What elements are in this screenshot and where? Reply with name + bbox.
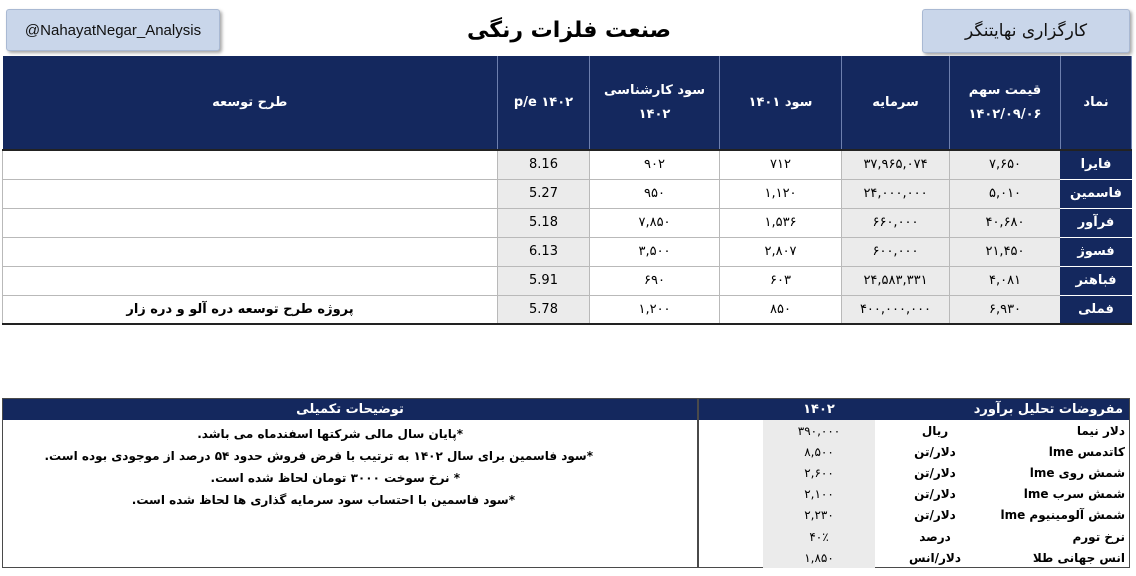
assumption-spacer (699, 526, 763, 547)
notes-panel (2, 398, 698, 568)
assumption-value: ۳۹۰,۰۰۰ (763, 420, 875, 441)
assumption-label: نرخ تورم (1072, 529, 1125, 544)
cell-dev-plan (3, 208, 498, 237)
assumption-label: شمش آلومینیوم lme (1000, 508, 1125, 523)
assumption-spacer (699, 505, 763, 526)
assumption-row (699, 441, 1129, 462)
note-item: *پایان سال مالی شرکتها اسفندماه می باشد. (197, 427, 463, 441)
cell-capital: ۲۴,۵۸۳,۳۳۱ (842, 266, 950, 295)
cell-symbol: فاسمین (1061, 179, 1132, 208)
cell-pe-1402: 6.13 (498, 237, 590, 266)
assumption-row (699, 547, 1129, 568)
cell-expert-profit-1402: ۱,۲۰۰ (590, 295, 720, 324)
col-header-symbol: نماد (1061, 56, 1132, 150)
cell-profit-1401: ۱,۵۳۶ (720, 208, 842, 237)
assumption-row (699, 484, 1129, 505)
assumption-label: انس جهانی طلا (1032, 550, 1125, 565)
note-item: *سود فاسمین با احتساب سود سرمایه گذاری ها لحاظ شده است. (131, 493, 515, 507)
cell-capital: ۲۴,۰۰۰,۰۰۰ (842, 179, 950, 208)
cell-pe-1402: 5.27 (498, 179, 590, 208)
assumption-unit: دلار/تن (914, 465, 956, 480)
notes-list (3, 420, 697, 511)
cell-profit-1401: ۸۵۰ (720, 295, 842, 324)
assumption-row (699, 505, 1129, 526)
table-row (3, 295, 1132, 324)
cell-symbol: فملی (1061, 295, 1132, 324)
cell-pe-1402: 5.78 (498, 295, 590, 324)
assumption-unit: ریال (921, 423, 949, 438)
cell-capital: ۴۰۰,۰۰۰,۰۰۰ (842, 295, 950, 324)
col-header-pe-1402: p/e ۱۴۰۲ (498, 56, 590, 150)
assumption-value: ۲,۱۰۰ (763, 484, 875, 505)
note-item: *سود فاسمین برای سال ۱۴۰۲ به ترتیب با فرض فروش حدود ۵۴ درصد از موجودی بوده است. (44, 449, 593, 463)
cell-dev-plan (3, 237, 498, 266)
cell-dev-plan (3, 266, 498, 295)
cell-dev-plan (3, 179, 498, 208)
assumption-value: ۲,۲۳۰ (763, 505, 875, 526)
assumptions-panel (698, 398, 1130, 568)
assumption-value: ۴۰٪ (763, 526, 875, 547)
assumption-spacer (699, 462, 763, 483)
assumption-spacer (699, 441, 763, 462)
assumption-unit: دلار/انس (909, 550, 961, 565)
cell-profit-1401: ۷۱۲ (720, 150, 842, 179)
assumption-value: ۲,۶۰۰ (763, 462, 875, 483)
cell-expert-profit-1402: ۹۰۲ (590, 150, 720, 179)
assumption-label: شمش روی lme (1029, 465, 1125, 480)
assumption-unit: دلار/تن (914, 444, 956, 459)
cell-dev-plan (3, 150, 498, 179)
table-row (3, 208, 1132, 237)
assumptions-year: ۱۴۰۲ (803, 402, 835, 417)
cell-profit-1401: ۶۰۳ (720, 266, 842, 295)
cell-price: ۷,۶۵۰ (950, 150, 1061, 179)
cell-expert-profit-1402: ۳,۵۰۰ (590, 237, 720, 266)
assumption-row (699, 420, 1129, 441)
assumptions-header (699, 399, 1129, 420)
cell-symbol: فسوژ (1061, 237, 1132, 266)
cell-price: ۴۰,۶۸۰ (950, 208, 1061, 237)
assumptions-table (699, 420, 1129, 568)
cell-price: ۴,۰۸۱ (950, 266, 1061, 295)
cell-price: ۲۱,۴۵۰ (950, 237, 1061, 266)
assumption-spacer (699, 484, 763, 505)
table-row (3, 237, 1132, 266)
cell-expert-profit-1402: ۷,۸۵۰ (590, 208, 720, 237)
header-bar (0, 0, 1136, 56)
assumptions-title: مفروضات تحلیل برآورد (973, 402, 1123, 417)
col-header-capital: سرمایه (842, 56, 950, 150)
cell-capital: ۶۰۰,۰۰۰ (842, 237, 950, 266)
stocks-table (2, 56, 1132, 325)
cell-pe-1402: 8.16 (498, 150, 590, 179)
assumption-spacer (699, 547, 763, 568)
cell-price: ۶,۹۳۰ (950, 295, 1061, 324)
cell-symbol: فرآور (1061, 208, 1132, 237)
cell-dev-plan: پروژه طرح توسعه دره آلو و دره زار (3, 295, 498, 324)
cell-profit-1401: ۱,۱۲۰ (720, 179, 842, 208)
assumption-unit: درصد (919, 529, 951, 544)
cell-capital: ۶۶۰,۰۰۰ (842, 208, 950, 237)
cell-symbol: فایرا (1061, 150, 1132, 179)
page-title: صنعت فلزات رنگی (467, 17, 671, 43)
assumption-unit: دلار/تن (914, 487, 956, 502)
assumption-spacer (699, 420, 763, 441)
col-header-price: قیمت سهم ۱۴۰۲/۰۹/۰۶ (950, 56, 1061, 150)
cell-pe-1402: 5.91 (498, 266, 590, 295)
assumption-row (699, 526, 1129, 547)
note-item: * نرخ سوخت ۳۰۰۰ تومان لحاظ شده است. (210, 471, 460, 485)
assumption-label: دلار نیما (1076, 423, 1125, 438)
table-row (3, 266, 1132, 295)
brand-name: کارگزاری نهایتنگر (922, 9, 1130, 53)
cell-profit-1401: ۲,۸۰۷ (720, 237, 842, 266)
table-row (3, 179, 1132, 208)
col-header-expert-profit-1402: سود کارشناسی ۱۴۰۲ (590, 56, 720, 150)
cell-capital: ۳۷,۹۶۵,۰۷۴ (842, 150, 950, 179)
assumption-unit: دلار/تن (914, 508, 956, 523)
cell-symbol: فباهنر (1061, 266, 1132, 295)
table-header-row (3, 56, 1132, 150)
assumption-label: شمش سرب lme (1023, 487, 1125, 502)
assumption-label: کاتدمس lme (1048, 444, 1125, 459)
assumption-value: ۱,۸۵۰ (763, 547, 875, 568)
social-handle: @NahayatNegar_Analysis (6, 9, 220, 51)
cell-pe-1402: 5.18 (498, 208, 590, 237)
col-header-profit-1401: سود ۱۴۰۱ (720, 56, 842, 150)
notes-title: توضیحات تکمیلی (3, 399, 697, 420)
table-row (3, 150, 1132, 179)
col-header-dev-plan: طرح توسعه (3, 56, 498, 150)
cell-expert-profit-1402: ۹۵۰ (590, 179, 720, 208)
cell-price: ۵,۰۱۰ (950, 179, 1061, 208)
cell-expert-profit-1402: ۶۹۰ (590, 266, 720, 295)
assumption-row (699, 462, 1129, 483)
assumption-value: ۸,۵۰۰ (763, 441, 875, 462)
